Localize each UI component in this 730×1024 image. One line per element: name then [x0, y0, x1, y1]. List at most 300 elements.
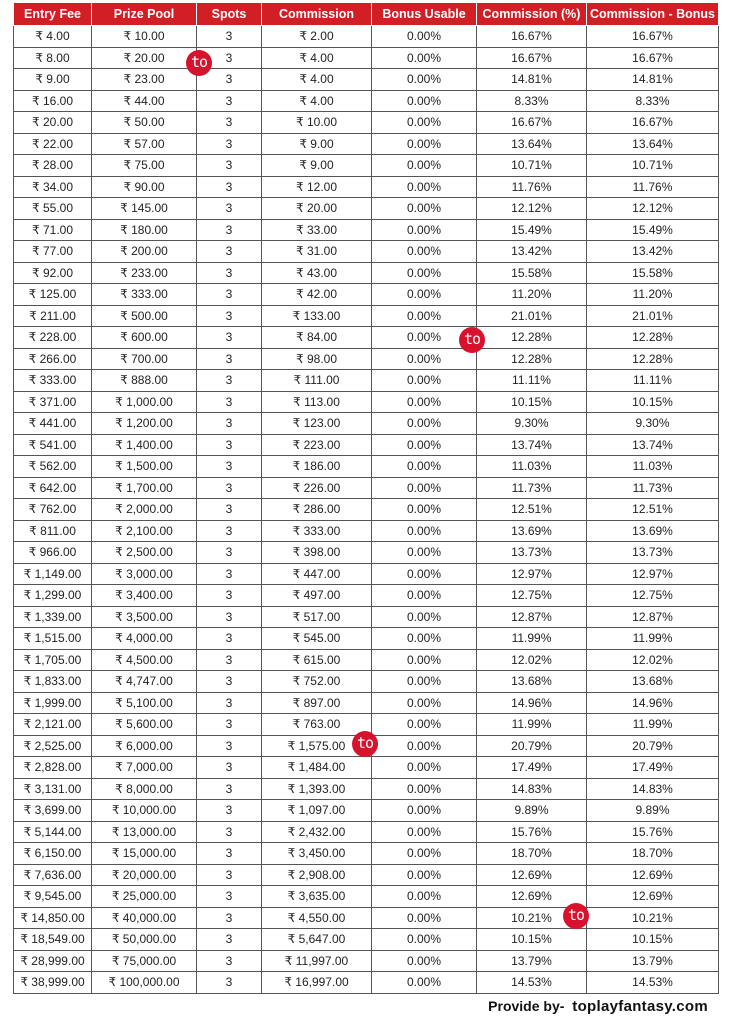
cell-entry-fee: ₹ 4.00 — [14, 26, 92, 48]
cell-commission-minus-bonus: 11.03% — [587, 456, 719, 478]
cell-entry-fee: ₹ 228.00 — [14, 327, 92, 349]
table-row — [14, 950, 719, 972]
watermark-logo-1: to — [186, 50, 212, 76]
cell-commission-minus-bonus: 16.67% — [587, 47, 719, 69]
table-row — [14, 649, 719, 671]
cell-commission: ₹ 186.00 — [262, 456, 372, 478]
cell-bonus-usable: 0.00% — [372, 757, 477, 779]
cell-commission-minus-bonus: 11.73% — [587, 477, 719, 499]
cell-commission-percent: 16.67% — [477, 112, 587, 134]
cell-commission-minus-bonus: 14.83% — [587, 778, 719, 800]
cell-commission: ₹ 133.00 — [262, 305, 372, 327]
cell-prize-pool: ₹ 57.00 — [92, 133, 197, 155]
table-row — [14, 348, 719, 370]
cell-commission-percent: 11.03% — [477, 456, 587, 478]
cell-spots: 3 — [197, 950, 262, 972]
cell-entry-fee: ₹ 71.00 — [14, 219, 92, 241]
table-row — [14, 778, 719, 800]
table-row — [14, 327, 719, 349]
cell-commission-percent: 13.74% — [477, 434, 587, 456]
header-commission: Commission — [262, 3, 372, 26]
cell-spots: 3 — [197, 241, 262, 263]
cell-prize-pool: ₹ 100,000.00 — [92, 972, 197, 994]
cell-commission: ₹ 497.00 — [262, 585, 372, 607]
cell-prize-pool: ₹ 4,500.00 — [92, 649, 197, 671]
cell-commission-minus-bonus: 12.75% — [587, 585, 719, 607]
cell-commission: ₹ 4.00 — [262, 69, 372, 91]
cell-entry-fee: ₹ 5,144.00 — [14, 821, 92, 843]
cell-spots: 3 — [197, 864, 262, 886]
cell-commission-percent: 18.70% — [477, 843, 587, 865]
cell-commission-minus-bonus: 13.74% — [587, 434, 719, 456]
cell-commission: ₹ 2,432.00 — [262, 821, 372, 843]
cell-spots: 3 — [197, 821, 262, 843]
cell-prize-pool: ₹ 600.00 — [92, 327, 197, 349]
cell-prize-pool: ₹ 13,000.00 — [92, 821, 197, 843]
cell-spots: 3 — [197, 262, 262, 284]
cell-commission-minus-bonus: 12.12% — [587, 198, 719, 220]
cell-commission-minus-bonus: 12.97% — [587, 563, 719, 585]
cell-commission-percent: 12.75% — [477, 585, 587, 607]
cell-commission-percent: 14.81% — [477, 69, 587, 91]
table-row — [14, 434, 719, 456]
cell-commission-minus-bonus: 12.28% — [587, 348, 719, 370]
cell-commission-percent: 12.28% — [477, 348, 587, 370]
cell-commission: ₹ 42.00 — [262, 284, 372, 306]
cell-spots: 3 — [197, 907, 262, 929]
cell-commission: ₹ 9.00 — [262, 155, 372, 177]
cell-commission: ₹ 517.00 — [262, 606, 372, 628]
cell-commission-minus-bonus: 13.68% — [587, 671, 719, 693]
header-bonus-usable: Bonus Usable — [372, 3, 477, 26]
cell-bonus-usable: 0.00% — [372, 90, 477, 112]
cell-bonus-usable: 0.00% — [372, 391, 477, 413]
cell-spots: 3 — [197, 520, 262, 542]
cell-spots: 3 — [197, 649, 262, 671]
cell-bonus-usable: 0.00% — [372, 305, 477, 327]
table-row — [14, 563, 719, 585]
watermark-logo-4: to — [563, 903, 589, 929]
cell-spots: 3 — [197, 26, 262, 48]
cell-commission-percent: 10.15% — [477, 391, 587, 413]
cell-bonus-usable: 0.00% — [372, 69, 477, 91]
table-row — [14, 821, 719, 843]
cell-commission-minus-bonus: 13.42% — [587, 241, 719, 263]
cell-commission-percent: 12.02% — [477, 649, 587, 671]
cell-entry-fee: ₹ 811.00 — [14, 520, 92, 542]
cell-commission-minus-bonus: 18.70% — [587, 843, 719, 865]
cell-commission-minus-bonus: 14.53% — [587, 972, 719, 994]
cell-commission-minus-bonus: 10.15% — [587, 929, 719, 951]
cell-commission-percent: 11.20% — [477, 284, 587, 306]
cell-commission-minus-bonus: 12.28% — [587, 327, 719, 349]
cell-commission-minus-bonus: 9.30% — [587, 413, 719, 435]
cell-entry-fee: ₹ 8.00 — [14, 47, 92, 69]
cell-bonus-usable: 0.00% — [372, 26, 477, 48]
table-row — [14, 69, 719, 91]
cell-entry-fee: ₹ 125.00 — [14, 284, 92, 306]
cell-commission-minus-bonus: 15.76% — [587, 821, 719, 843]
cell-prize-pool: ₹ 3,500.00 — [92, 606, 197, 628]
cell-bonus-usable: 0.00% — [372, 155, 477, 177]
cell-commission: ₹ 2.00 — [262, 26, 372, 48]
cell-commission-minus-bonus: 13.64% — [587, 133, 719, 155]
cell-prize-pool: ₹ 333.00 — [92, 284, 197, 306]
cell-spots: 3 — [197, 413, 262, 435]
cell-prize-pool: ₹ 5,600.00 — [92, 714, 197, 736]
cell-prize-pool: ₹ 1,700.00 — [92, 477, 197, 499]
cell-prize-pool: ₹ 10,000.00 — [92, 800, 197, 822]
cell-spots: 3 — [197, 327, 262, 349]
cell-prize-pool: ₹ 44.00 — [92, 90, 197, 112]
cell-commission-minus-bonus: 14.81% — [587, 69, 719, 91]
cell-entry-fee: ₹ 3,131.00 — [14, 778, 92, 800]
cell-bonus-usable: 0.00% — [372, 133, 477, 155]
cell-commission: ₹ 3,450.00 — [262, 843, 372, 865]
cell-bonus-usable: 0.00% — [372, 112, 477, 134]
table-row — [14, 198, 719, 220]
cell-bonus-usable: 0.00% — [372, 606, 477, 628]
cell-bonus-usable: 0.00% — [372, 434, 477, 456]
cell-entry-fee: ₹ 20.00 — [14, 112, 92, 134]
table-row — [14, 47, 719, 69]
table-row — [14, 133, 719, 155]
cell-commission: ₹ 11,997.00 — [262, 950, 372, 972]
cell-commission-minus-bonus: 15.58% — [587, 262, 719, 284]
cell-bonus-usable: 0.00% — [372, 413, 477, 435]
table-row — [14, 499, 719, 521]
cell-commission-percent: 13.64% — [477, 133, 587, 155]
cell-commission: ₹ 9.00 — [262, 133, 372, 155]
cell-entry-fee: ₹ 1,999.00 — [14, 692, 92, 714]
table-row — [14, 413, 719, 435]
cell-prize-pool: ₹ 2,000.00 — [92, 499, 197, 521]
cell-commission: ₹ 4.00 — [262, 47, 372, 69]
cell-entry-fee: ₹ 642.00 — [14, 477, 92, 499]
cell-bonus-usable: 0.00% — [372, 241, 477, 263]
cell-spots: 3 — [197, 778, 262, 800]
cell-spots: 3 — [197, 456, 262, 478]
cell-commission-percent: 10.21% — [477, 907, 587, 929]
cell-commission: ₹ 20.00 — [262, 198, 372, 220]
cell-commission: ₹ 111.00 — [262, 370, 372, 392]
header-commission-minus-bonus: Commission - Bonus — [587, 3, 719, 26]
cell-commission: ₹ 16,997.00 — [262, 972, 372, 994]
cell-commission-minus-bonus: 11.99% — [587, 628, 719, 650]
cell-commission-minus-bonus: 12.02% — [587, 649, 719, 671]
cell-entry-fee: ₹ 371.00 — [14, 391, 92, 413]
watermark-logo-3: to — [352, 731, 378, 757]
cell-entry-fee: ₹ 266.00 — [14, 348, 92, 370]
cell-commission: ₹ 98.00 — [262, 348, 372, 370]
cell-commission-minus-bonus: 20.79% — [587, 735, 719, 757]
cell-entry-fee: ₹ 18,549.00 — [14, 929, 92, 951]
table-header — [14, 3, 719, 26]
cell-commission-minus-bonus: 13.69% — [587, 520, 719, 542]
table-row — [14, 800, 719, 822]
cell-bonus-usable: 0.00% — [372, 800, 477, 822]
cell-spots: 3 — [197, 628, 262, 650]
cell-commission-minus-bonus: 11.20% — [587, 284, 719, 306]
cell-spots: 3 — [197, 886, 262, 908]
cell-commission: ₹ 5,647.00 — [262, 929, 372, 951]
cell-commission: ₹ 3,635.00 — [262, 886, 372, 908]
cell-commission-minus-bonus: 21.01% — [587, 305, 719, 327]
cell-bonus-usable: 0.00% — [372, 456, 477, 478]
cell-commission-percent: 9.89% — [477, 800, 587, 822]
cell-spots: 3 — [197, 563, 262, 585]
cell-commission: ₹ 398.00 — [262, 542, 372, 564]
cell-commission: ₹ 615.00 — [262, 649, 372, 671]
table-row — [14, 176, 719, 198]
cell-commission: ₹ 43.00 — [262, 262, 372, 284]
cell-commission-percent: 13.73% — [477, 542, 587, 564]
table-row — [14, 284, 719, 306]
cell-entry-fee: ₹ 2,525.00 — [14, 735, 92, 757]
cell-spots: 3 — [197, 800, 262, 822]
cell-bonus-usable: 0.00% — [372, 692, 477, 714]
cell-commission-minus-bonus: 11.11% — [587, 370, 719, 392]
cell-entry-fee: ₹ 22.00 — [14, 133, 92, 155]
cell-commission-percent: 12.51% — [477, 499, 587, 521]
cell-commission-percent: 9.30% — [477, 413, 587, 435]
cell-commission-percent: 11.73% — [477, 477, 587, 499]
cell-prize-pool: ₹ 15,000.00 — [92, 843, 197, 865]
cell-commission: ₹ 286.00 — [262, 499, 372, 521]
cell-bonus-usable: 0.00% — [372, 542, 477, 564]
cell-commission: ₹ 1,484.00 — [262, 757, 372, 779]
table-row — [14, 864, 719, 886]
cell-commission-minus-bonus: 17.49% — [587, 757, 719, 779]
cell-spots: 3 — [197, 305, 262, 327]
cell-bonus-usable: 0.00% — [372, 714, 477, 736]
table-row — [14, 843, 719, 865]
cell-bonus-usable: 0.00% — [372, 907, 477, 929]
cell-entry-fee: ₹ 14,850.00 — [14, 907, 92, 929]
cell-commission-percent: 8.33% — [477, 90, 587, 112]
cell-commission-percent: 11.11% — [477, 370, 587, 392]
cell-spots: 3 — [197, 499, 262, 521]
cell-spots: 3 — [197, 671, 262, 693]
cell-commission: ₹ 763.00 — [262, 714, 372, 736]
table-row — [14, 262, 719, 284]
cell-commission: ₹ 545.00 — [262, 628, 372, 650]
table-row — [14, 305, 719, 327]
cell-spots: 3 — [197, 714, 262, 736]
table-row — [14, 456, 719, 478]
table-row — [14, 606, 719, 628]
cell-spots: 3 — [197, 112, 262, 134]
cell-prize-pool: ₹ 90.00 — [92, 176, 197, 198]
cell-entry-fee: ₹ 7,636.00 — [14, 864, 92, 886]
cell-commission: ₹ 897.00 — [262, 692, 372, 714]
cell-spots: 3 — [197, 155, 262, 177]
cell-commission-minus-bonus: 12.69% — [587, 886, 719, 908]
cell-commission-percent: 11.99% — [477, 628, 587, 650]
cell-prize-pool: ₹ 20,000.00 — [92, 864, 197, 886]
cell-commission-percent: 17.49% — [477, 757, 587, 779]
cell-bonus-usable: 0.00% — [372, 864, 477, 886]
cell-prize-pool: ₹ 200.00 — [92, 241, 197, 263]
cell-entry-fee: ₹ 16.00 — [14, 90, 92, 112]
cell-bonus-usable: 0.00% — [372, 477, 477, 499]
cell-prize-pool: ₹ 75,000.00 — [92, 950, 197, 972]
table-row — [14, 671, 719, 693]
cell-prize-pool: ₹ 888.00 — [92, 370, 197, 392]
cell-entry-fee: ₹ 6,150.00 — [14, 843, 92, 865]
cell-prize-pool: ₹ 1,500.00 — [92, 456, 197, 478]
cell-prize-pool: ₹ 1,200.00 — [92, 413, 197, 435]
cell-bonus-usable: 0.00% — [372, 735, 477, 757]
cell-commission-minus-bonus: 16.67% — [587, 26, 719, 48]
cell-commission-minus-bonus: 9.89% — [587, 800, 719, 822]
table-row — [14, 972, 719, 994]
cell-entry-fee: ₹ 55.00 — [14, 198, 92, 220]
header-commission-percent: Commission (%) — [477, 3, 587, 26]
cell-bonus-usable: 0.00% — [372, 886, 477, 908]
cell-entry-fee: ₹ 9.00 — [14, 69, 92, 91]
cell-spots: 3 — [197, 176, 262, 198]
cell-entry-fee: ₹ 762.00 — [14, 499, 92, 521]
cell-entry-fee: ₹ 562.00 — [14, 456, 92, 478]
cell-entry-fee: ₹ 3,699.00 — [14, 800, 92, 822]
cell-bonus-usable: 0.00% — [372, 348, 477, 370]
cell-commission-percent: 13.68% — [477, 671, 587, 693]
cell-spots: 3 — [197, 929, 262, 951]
cell-commission: ₹ 4,550.00 — [262, 907, 372, 929]
cell-prize-pool: ₹ 10.00 — [92, 26, 197, 48]
table-row — [14, 907, 719, 929]
cell-spots: 3 — [197, 370, 262, 392]
cell-commission-percent: 14.96% — [477, 692, 587, 714]
cell-commission-minus-bonus: 8.33% — [587, 90, 719, 112]
cell-prize-pool: ₹ 700.00 — [92, 348, 197, 370]
cell-spots: 3 — [197, 47, 262, 69]
cell-bonus-usable: 0.00% — [372, 198, 477, 220]
cell-commission-minus-bonus: 13.73% — [587, 542, 719, 564]
header-prize-pool: Prize Pool — [92, 3, 197, 26]
cell-commission: ₹ 12.00 — [262, 176, 372, 198]
cell-bonus-usable: 0.00% — [372, 671, 477, 693]
cell-commission-percent: 11.99% — [477, 714, 587, 736]
cell-commission-percent: 12.69% — [477, 864, 587, 886]
cell-spots: 3 — [197, 843, 262, 865]
cell-bonus-usable: 0.00% — [372, 327, 477, 349]
cell-spots: 3 — [197, 735, 262, 757]
cell-bonus-usable: 0.00% — [372, 47, 477, 69]
cell-commission-percent: 14.53% — [477, 972, 587, 994]
cell-commission-percent: 16.67% — [477, 47, 587, 69]
cell-spots: 3 — [197, 284, 262, 306]
cell-spots: 3 — [197, 542, 262, 564]
cell-spots: 3 — [197, 692, 262, 714]
cell-commission-percent: 11.76% — [477, 176, 587, 198]
cell-entry-fee: ₹ 541.00 — [14, 434, 92, 456]
cell-bonus-usable: 0.00% — [372, 950, 477, 972]
table-row — [14, 26, 719, 48]
cell-entry-fee: ₹ 34.00 — [14, 176, 92, 198]
cell-entry-fee: ₹ 9,545.00 — [14, 886, 92, 908]
cell-entry-fee: ₹ 77.00 — [14, 241, 92, 263]
cell-commission: ₹ 4.00 — [262, 90, 372, 112]
cell-commission-percent: 21.01% — [477, 305, 587, 327]
table-row — [14, 585, 719, 607]
cell-spots: 3 — [197, 972, 262, 994]
cell-commission-percent: 15.49% — [477, 219, 587, 241]
cell-commission-minus-bonus: 12.69% — [587, 864, 719, 886]
table-row — [14, 628, 719, 650]
cell-commission: ₹ 333.00 — [262, 520, 372, 542]
cell-commission-percent: 15.58% — [477, 262, 587, 284]
cell-spots: 3 — [197, 69, 262, 91]
cell-prize-pool: ₹ 6,000.00 — [92, 735, 197, 757]
cell-spots: 3 — [197, 477, 262, 499]
cell-entry-fee: ₹ 211.00 — [14, 305, 92, 327]
header-row — [14, 3, 719, 26]
table-row — [14, 542, 719, 564]
cell-prize-pool: ₹ 500.00 — [92, 305, 197, 327]
cell-commission-percent: 14.83% — [477, 778, 587, 800]
cell-bonus-usable: 0.00% — [372, 520, 477, 542]
cell-commission-percent: 10.15% — [477, 929, 587, 951]
cell-entry-fee: ₹ 28.00 — [14, 155, 92, 177]
cell-commission-minus-bonus: 11.76% — [587, 176, 719, 198]
header-spots: Spots — [197, 3, 262, 26]
cell-commission-minus-bonus: 10.71% — [587, 155, 719, 177]
cell-prize-pool: ₹ 2,100.00 — [92, 520, 197, 542]
cell-commission: ₹ 223.00 — [262, 434, 372, 456]
cell-entry-fee: ₹ 1,339.00 — [14, 606, 92, 628]
cell-bonus-usable: 0.00% — [372, 585, 477, 607]
cell-commission-percent: 20.79% — [477, 735, 587, 757]
cell-commission-percent: 12.97% — [477, 563, 587, 585]
cell-bonus-usable: 0.00% — [372, 563, 477, 585]
cell-prize-pool: ₹ 20.00 — [92, 47, 197, 69]
cell-commission: ₹ 752.00 — [262, 671, 372, 693]
cell-spots: 3 — [197, 198, 262, 220]
table-row — [14, 886, 719, 908]
cell-prize-pool: ₹ 40,000.00 — [92, 907, 197, 929]
cell-bonus-usable: 0.00% — [372, 628, 477, 650]
table-row — [14, 477, 719, 499]
cell-commission-minus-bonus: 13.79% — [587, 950, 719, 972]
cell-spots: 3 — [197, 348, 262, 370]
cell-entry-fee: ₹ 2,121.00 — [14, 714, 92, 736]
cell-commission: ₹ 226.00 — [262, 477, 372, 499]
cell-prize-pool: ₹ 3,400.00 — [92, 585, 197, 607]
cell-entry-fee: ₹ 38,999.00 — [14, 972, 92, 994]
cell-entry-fee: ₹ 1,515.00 — [14, 628, 92, 650]
cell-spots: 3 — [197, 90, 262, 112]
cell-entry-fee: ₹ 2,828.00 — [14, 757, 92, 779]
cell-prize-pool: ₹ 50,000.00 — [92, 929, 197, 951]
cell-commission: ₹ 123.00 — [262, 413, 372, 435]
cell-commission: ₹ 1,097.00 — [262, 800, 372, 822]
cell-prize-pool: ₹ 180.00 — [92, 219, 197, 241]
cell-entry-fee: ₹ 966.00 — [14, 542, 92, 564]
cell-commission-percent: 12.69% — [477, 886, 587, 908]
footer-site: toplayfantasy.com — [572, 998, 708, 1015]
cell-commission: ₹ 33.00 — [262, 219, 372, 241]
cell-commission-minus-bonus: 10.15% — [587, 391, 719, 413]
table-row — [14, 219, 719, 241]
cell-entry-fee: ₹ 1,833.00 — [14, 671, 92, 693]
cell-commission-percent: 12.87% — [477, 606, 587, 628]
cell-prize-pool: ₹ 233.00 — [92, 262, 197, 284]
cell-commission-percent: 13.69% — [477, 520, 587, 542]
cell-prize-pool: ₹ 25,000.00 — [92, 886, 197, 908]
cell-commission: ₹ 447.00 — [262, 563, 372, 585]
